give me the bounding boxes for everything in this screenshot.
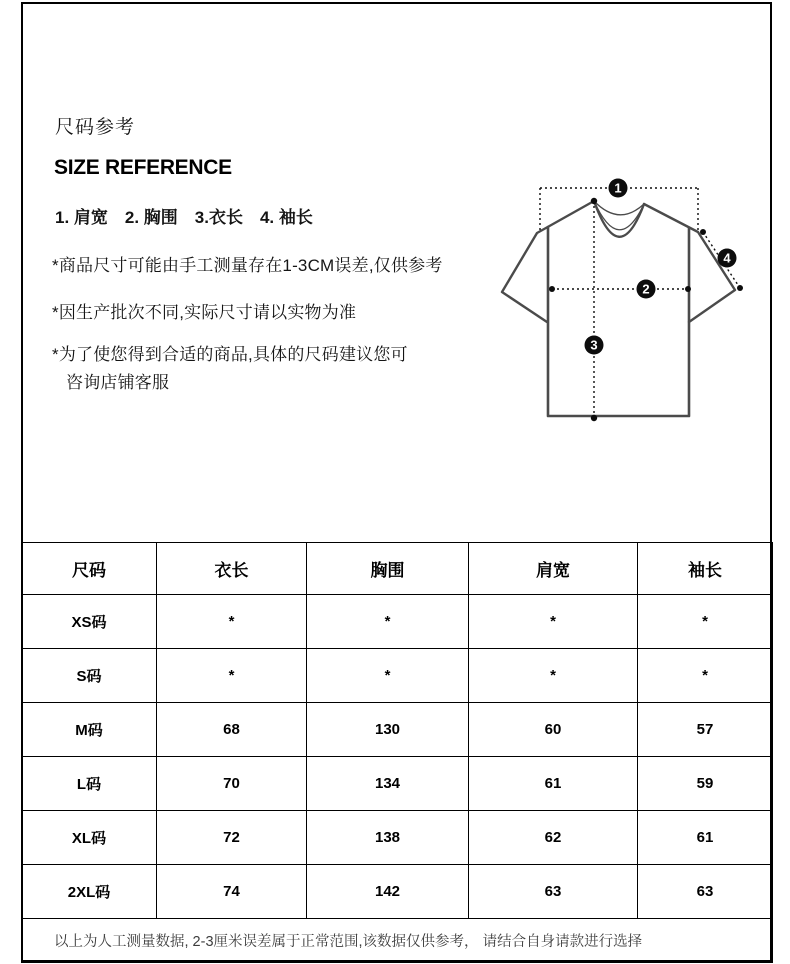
- cell-size: S码: [22, 649, 157, 703]
- page-title-en: SIZE REFERENCE: [54, 156, 232, 179]
- cell-shoulder: 63: [469, 865, 638, 919]
- cell-sleeve: 63: [638, 865, 773, 919]
- note-measure-tolerance: *商品尺寸可能由手工测量存在1-3CM误差,仅供参考: [52, 256, 443, 275]
- cell-length: 72: [157, 811, 307, 865]
- table-footnote-row: [22, 919, 773, 963]
- marker-length: [585, 336, 604, 355]
- cell-shoulder: *: [469, 649, 638, 703]
- marker-1-label: 1: [614, 180, 622, 196]
- measurement-lines: [540, 188, 740, 419]
- cell-size: XL码: [22, 811, 157, 865]
- table-row-xl: [22, 811, 773, 865]
- cell-chest: *: [307, 595, 469, 649]
- table-row-xs: [22, 595, 773, 649]
- note-contact-line1: *为了使您得到合适的商品,具体的尺码建议您可: [52, 345, 408, 364]
- header-shoulder: 肩宽: [469, 543, 638, 595]
- table-row-2xl: [22, 865, 773, 919]
- marker-chest: [637, 280, 656, 299]
- cell-sleeve: 57: [638, 703, 773, 757]
- tshirt-measurement-diagram: [480, 170, 780, 450]
- cell-size: 2XL码: [22, 865, 157, 919]
- table-row-m: [22, 703, 773, 757]
- page-title-zh: 尺码参考: [55, 117, 136, 138]
- cell-size: L码: [22, 757, 157, 811]
- cell-sleeve: 61: [638, 811, 773, 865]
- cell-sleeve: 59: [638, 757, 773, 811]
- marker-sleeve: [718, 249, 737, 268]
- cell-chest: 130: [307, 703, 469, 757]
- size-table-header-row: [22, 543, 773, 595]
- cell-length: 68: [157, 703, 307, 757]
- table-row-s: [22, 649, 773, 703]
- measure-legend: 1. 肩宽 2. 胸围 3.衣长 4. 袖长: [55, 208, 313, 227]
- cell-chest: 138: [307, 811, 469, 865]
- tshirt-outline-icon: [502, 201, 735, 416]
- cell-chest: 134: [307, 757, 469, 811]
- note-batch-difference: *因生产批次不同,实际尺寸请以实物为准: [52, 303, 357, 322]
- cell-chest: 142: [307, 865, 469, 919]
- cell-length: 74: [157, 865, 307, 919]
- table-row-l: [22, 757, 773, 811]
- header-chest: 胸围: [307, 543, 469, 595]
- header-sleeve: 袖长: [638, 543, 773, 595]
- marker-2-label: 2: [642, 281, 650, 297]
- cell-shoulder: 62: [469, 811, 638, 865]
- note-contact-line2: 咨询店铺客服: [66, 373, 170, 392]
- cell-sleeve: *: [638, 595, 773, 649]
- cell-length: *: [157, 649, 307, 703]
- cell-size: M码: [22, 703, 157, 757]
- cell-shoulder: 61: [469, 757, 638, 811]
- marker-3-label: 3: [590, 337, 598, 353]
- cell-shoulder: 60: [469, 703, 638, 757]
- cell-chest: *: [307, 649, 469, 703]
- measurement-endpoint-dots: [549, 198, 743, 421]
- table-footnote: 以上为人工测量数据, 2-3厘米误差属于正常范围,该数据仅供参考， 请结合自身请款进行选择: [22, 919, 773, 963]
- cell-shoulder: *: [469, 595, 638, 649]
- marker-shoulder: [609, 179, 628, 198]
- size-table: [21, 542, 773, 963]
- cell-length: 70: [157, 757, 307, 811]
- cell-length: *: [157, 595, 307, 649]
- header-length: 衣长: [157, 543, 307, 595]
- cell-sleeve: *: [638, 649, 773, 703]
- cell-size: XS码: [22, 595, 157, 649]
- header-size: 尺码: [22, 543, 157, 595]
- marker-4-label: 4: [723, 250, 731, 266]
